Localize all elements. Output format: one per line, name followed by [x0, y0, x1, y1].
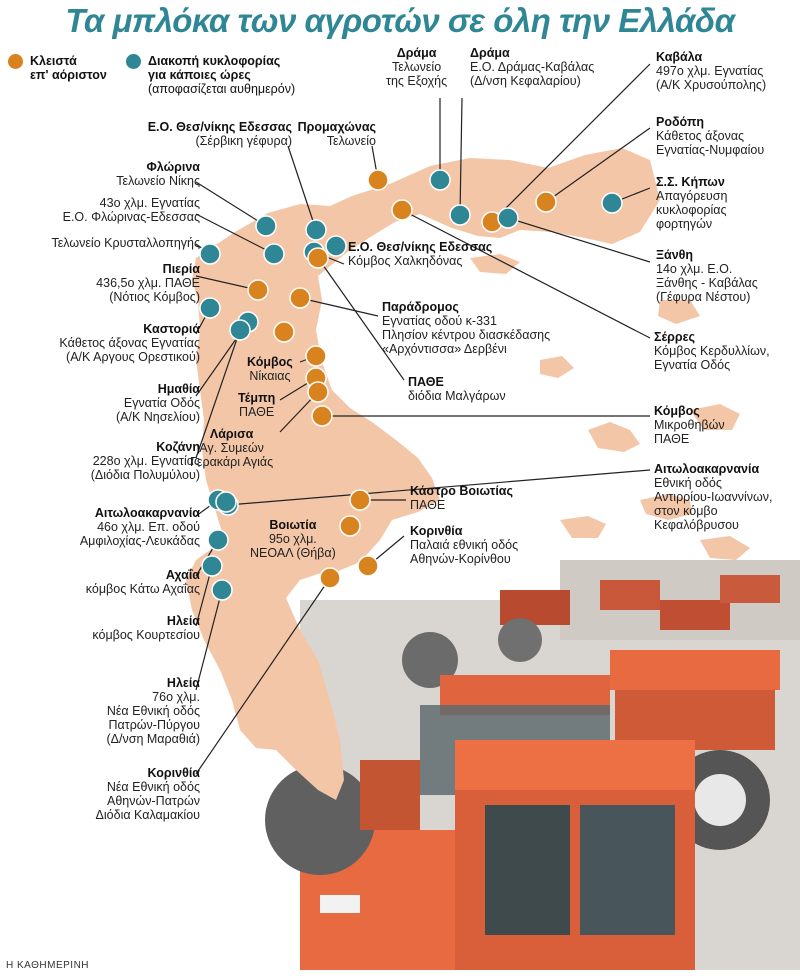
blockade-label [247, 355, 293, 383]
blockade-name: Ηλεία [166, 614, 200, 628]
blockade-detail: ΠΑΘΕ [654, 432, 690, 446]
blockade-detail: Παλαιά εθνική οδός [410, 538, 519, 552]
blockade-name: Ροδόπη [656, 115, 705, 129]
blockade-name: Καστοριά [143, 322, 200, 336]
blockade-detail: Κάθετος άξονας Εγνατίας [59, 336, 200, 350]
intermittent-blockade-marker [264, 244, 284, 264]
intermittent-blockade-marker [208, 530, 228, 550]
closed-blockade-marker [312, 406, 332, 426]
blockade-detail: Τελωνείο [391, 60, 442, 74]
blockade-name: ΠΑΘΕ [408, 375, 444, 389]
blockade-label [250, 518, 336, 560]
blockade-detail: (Α/Κ Αργους Ορεστικού) [66, 350, 200, 364]
blockade-detail: 76ο χλμ. [152, 690, 200, 704]
legend-closed-line1: Κλειστά [30, 54, 77, 68]
closed-blockade-marker [536, 192, 556, 212]
blockade-detail: (Σέρβικη γέφυρα) [195, 134, 292, 148]
blockade-detail: Ε.Ο. Δράμας-Καβάλας [470, 60, 595, 74]
blockade-label [382, 300, 550, 356]
blockade-label [410, 524, 518, 566]
blockade-name: Πιερία [162, 262, 200, 276]
blockade-name: Σ.Σ. Κήπων [656, 175, 725, 189]
blockade-detail: Διόδια Καλαμακίου [95, 808, 200, 822]
blockade-name: Κάστρο Βοιωτίας [410, 484, 513, 498]
closed-blockade-marker [248, 280, 268, 300]
closed-blockade-marker [392, 200, 412, 220]
blockade-detail: Νέα Εθνική οδός [106, 704, 200, 718]
blockade-label [190, 427, 273, 469]
blockade-label [654, 330, 770, 372]
legend-interm-line1: Διακοπή κυκλοφορίας [148, 54, 281, 68]
blockade-label [148, 120, 292, 148]
blockade-label [51, 236, 200, 250]
intermittent-blockade-marker [450, 205, 470, 225]
blockade-label [386, 46, 447, 88]
blockade-detail: Αθηνών-Κορίνθου [410, 552, 511, 566]
blockade-label [238, 391, 275, 419]
blockade-detail: (Δ/νση Μαραθιά) [106, 732, 200, 746]
blockade-detail: Αμφιλοχίας-Λευκάδας [79, 534, 200, 548]
legend-closed-line2: επ' αόριστον [30, 68, 107, 82]
legend-interm-line3: (αποφασίζεται αυθημερόν) [148, 82, 296, 96]
blockade-name: Ε.Ο. Θεσ/νίκης Εδεσσας [348, 240, 493, 254]
blockade-detail: Κόμβος Χαλκηδόνας [348, 254, 463, 268]
blockade-label [96, 766, 200, 822]
legend-closed-swatch [8, 54, 23, 69]
blockade-label [656, 248, 758, 304]
closed-blockade-marker [320, 568, 340, 588]
intermittent-blockade-marker [326, 236, 346, 256]
closed-blockade-marker [290, 288, 310, 308]
blockade-label [410, 484, 513, 512]
blockade-detail: 14ο χλμ. Ε.Ο. [656, 262, 733, 276]
blockade-label [63, 196, 200, 224]
blockade-name: Αιτωλοακαρνανία [94, 506, 200, 520]
blockade-name: Κόμβος [654, 404, 700, 418]
legend-closed-label [30, 54, 107, 82]
blockade-label [654, 462, 773, 532]
blockade-detail: Αγ. Συμεών [199, 441, 264, 455]
legend-intermittent-swatch [126, 54, 141, 69]
blockade-detail: στον κόμβο [654, 504, 718, 518]
blockade-name: Βοιωτία [269, 518, 317, 532]
blockade-detail: (Γέφυρα Νέστου) [656, 290, 751, 304]
page-title: Τα μπλόκα των αγροτών σε όλη την Ελλάδα [65, 2, 735, 39]
blockade-label [91, 440, 200, 482]
blockade-name: Κορινθία [410, 524, 463, 538]
intermittent-blockade-marker [602, 193, 622, 213]
closed-blockade-marker [306, 346, 326, 366]
blockade-label [116, 160, 200, 188]
blockade-detail: φορτηγών [656, 217, 713, 231]
blockade-name: Κοζάνη [156, 440, 200, 454]
blockade-label [408, 375, 506, 403]
intermittent-blockade-marker [200, 244, 220, 264]
blockade-detail: της Εξοχής [386, 74, 448, 88]
blockade-label [656, 50, 766, 92]
intermittent-blockade-marker [230, 320, 250, 340]
credit: Η ΚΑΘΗΜΕΡΙΝΗ [6, 960, 90, 971]
blockade-detail: (Δ/νση Κεφαλαρίου) [470, 74, 581, 88]
blockade-label [107, 676, 200, 746]
blockade-name: Κόμβος [247, 355, 293, 369]
blockade-label [298, 120, 376, 148]
blockade-label [656, 175, 727, 231]
blockade-detail: Εγνατία Οδός [654, 358, 731, 372]
blockade-label [59, 322, 200, 364]
blockade-name: Ημαθία [157, 382, 200, 396]
closed-blockade-marker [350, 490, 370, 510]
blockade-name: Ξάνθη [656, 248, 694, 262]
blockade-name: Αιτωλοακαρνανία [654, 462, 760, 476]
intermittent-blockade-marker [430, 170, 450, 190]
intermittent-blockade-marker [212, 580, 232, 600]
blockade-detail: Απαγόρευση [656, 189, 728, 203]
blockade-detail: κόμβος Κάτω Αχαΐας [85, 582, 200, 596]
tractor-photo [265, 560, 800, 970]
intermittent-blockade-marker [202, 556, 222, 576]
blockade-name: Καβάλα [656, 50, 703, 64]
legend-interm-line2: για κάποιες ώρες [148, 68, 251, 82]
blockade-label [654, 404, 725, 446]
blockade-detail: Αντιρρίου-Ιωαννίνων, [654, 490, 773, 504]
blockade-label [470, 46, 594, 88]
intermittent-blockade-marker [306, 220, 326, 240]
blockade-detail: ΝΕΟΑΛ (Θήβα) [250, 546, 336, 560]
blockade-name: Δράμα [396, 46, 437, 60]
blockade-detail: Εγνατίας οδού κ-331 [382, 314, 497, 328]
closed-blockade-marker [308, 248, 328, 268]
blockade-name: Προμαχώνας [297, 120, 376, 134]
blockade-detail: διόδια Μαλγάρων [408, 389, 506, 403]
blockade-name: Σέρρες [654, 330, 696, 344]
blockade-detail: Εγνατία Οδός [123, 396, 200, 410]
blockade-detail: Τελωνείο [326, 134, 376, 148]
blockade-detail: 228ο χλμ. Εγνατίας [92, 454, 200, 468]
intermittent-blockade-marker [498, 208, 518, 228]
blockade-name: Αχαΐα [165, 568, 200, 582]
blockade-detail: ΠΑΘΕ [239, 405, 275, 419]
closed-blockade-marker [340, 516, 360, 536]
blockade-label [92, 614, 200, 642]
blockade-name: Κορινθία [147, 766, 200, 780]
blockade-detail: Μικροθηβών [654, 418, 725, 432]
closed-blockade-marker [358, 556, 378, 576]
blockade-detail: (Νότιος Κόμβος) [109, 290, 200, 304]
blockade-label [86, 568, 200, 596]
blockade-detail: 95ο χλμ. [268, 532, 317, 546]
blockade-detail: ΠΑΘΕ [410, 498, 446, 512]
intermittent-blockade-marker [216, 492, 236, 512]
blockade-detail: (Διόδια Πολυμύλου) [90, 468, 200, 482]
blockade-detail: Ε.Ο. Φλώρινας-Εδεσσας [62, 210, 200, 224]
blockade-detail: (Α/Κ Χρυσούπολης) [656, 78, 767, 92]
blockade-name: Φλώρινα [146, 160, 200, 174]
blockade-name: Παράδρομος [382, 300, 459, 314]
blockade-detail: κυκλοφορίας [656, 203, 727, 217]
blockade-detail: Πατρών-Πύργου [108, 718, 200, 732]
blockade-detail: (Α/Κ Νησελίου) [115, 410, 200, 424]
blockade-detail: «Αρχόντισσα» Δερβένι [382, 342, 507, 356]
blockade-detail: Κάθετος άξονας [656, 129, 745, 143]
legend-intermittent-label [148, 54, 295, 96]
blockade-detail: Ξάνθης - Καβάλας [656, 276, 758, 290]
closed-blockade-marker [274, 322, 294, 342]
blockade-detail: Κόμβος Κερδυλλίων, [654, 344, 770, 358]
blockade-name: Ε.Ο. Θεσ/νίκης Εδεσσας [147, 120, 292, 134]
closed-blockade-marker [308, 382, 328, 402]
blockade-name: Ηλεία [166, 676, 200, 690]
blockade-detail: Κεφαλόβρυσου [654, 518, 739, 532]
blockade-name: Δράμα [470, 46, 510, 60]
blockade-label [116, 382, 200, 424]
blockade-name: Τέμπη [238, 391, 276, 405]
blockade-detail: κόμβος Κουρτεσίου [92, 628, 200, 642]
blockade-label [656, 115, 764, 157]
blockade-label [348, 240, 492, 268]
blockade-detail: Γερακάρι Αγιάς [190, 455, 274, 469]
blockade-detail: Αθηνών-Πατρών [107, 794, 200, 808]
intermittent-blockade-marker [256, 216, 276, 236]
blockade-name: Λάρισα [209, 427, 254, 441]
blockade-label [80, 506, 200, 548]
blockade-detail: Πλησίον κέντρου διασκέδασης [382, 328, 551, 342]
blockade-detail: Τελωνείο Κρυσταλλοπηγής [51, 236, 200, 250]
blockade-detail: 436,5ο χλμ. ΠΑΘΕ [96, 276, 200, 290]
blockade-detail: 43ο χλμ. Εγνατίας [99, 196, 200, 210]
blockade-detail: Τελωνείο Νίκης [116, 174, 200, 188]
blockade-detail: Εθνική οδός [654, 476, 722, 490]
blockade-label [96, 262, 200, 304]
intermittent-blockade-marker [200, 298, 220, 318]
closed-blockade-marker [368, 170, 388, 190]
blockade-detail: Εγνατίας-Νυμφαίου [656, 143, 765, 157]
blockade-detail: 497ο χλμ. Εγνατίας [656, 64, 764, 78]
blockade-detail: Νίκαιας [249, 369, 291, 383]
blockade-detail: Νέα Εθνική οδός [106, 780, 200, 794]
blockade-detail: 46ο χλμ. Επ. οδού [97, 520, 200, 534]
